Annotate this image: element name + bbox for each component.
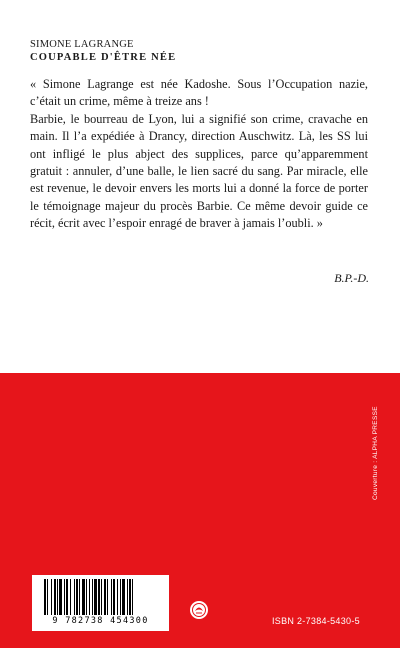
publisher-logo-icon	[189, 600, 209, 620]
barcode-bars-icon	[42, 579, 159, 617]
isbn: ISBN 2-7384-5430-5	[272, 616, 360, 626]
blurb-paragraph: « Simone Lagrange est née Kadoshe. Sous l’Occupation nazie, c’était un crime, même à treize ans !	[30, 77, 368, 109]
barcode-digits: 9 782738 454300	[52, 616, 149, 626]
cover-credit: Couverture : ALPHA PRESSE	[372, 406, 379, 500]
signature: B.P.-D.	[334, 271, 369, 285]
barcode	[32, 575, 169, 631]
author-name: SIMONE LAGRANGE	[30, 39, 134, 50]
blurb-text	[30, 76, 368, 233]
book-title: COUPABLE D'ÊTRE NÉE	[30, 52, 177, 63]
blurb-paragraph: Barbie, le bourreau de Lyon, lui a signifié son crime, cravache en main. Il l’a expédiée à Drancy, direction Auschwitz. Là, les SS lui ont infligé le plus abject des supplices, parce qu’apparemment gratuit : annuler, d’une balle, le lien sacré du sang. Par miracle, elle est revenue, le devoir envers les morts lui a donné la force de porter le témoignage majeur du procès Barbie. Ce même devoir guide ce récit, écrit avec l’espoir enragé de braver à jamais l’oubli. »	[30, 111, 368, 231]
